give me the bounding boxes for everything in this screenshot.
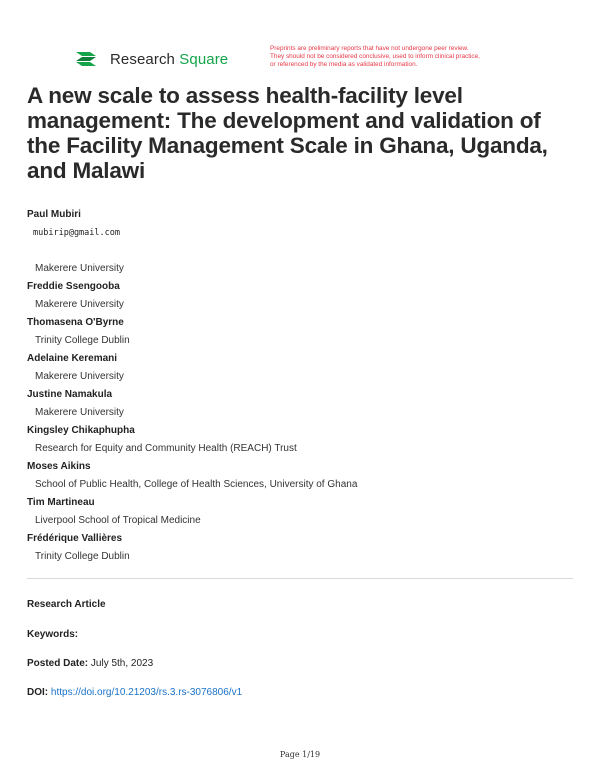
author-affiliation: Trinity College Dublin: [35, 335, 130, 346]
author-name: Freddie Ssengooba: [27, 281, 120, 292]
author-name: Adelaine Keremani: [27, 353, 118, 364]
author-affiliation: Research for Equity and Community Health (REACH) Trust: [35, 443, 297, 454]
author-affiliation: Makerere University: [35, 263, 124, 274]
author-affiliation: Makerere University: [35, 371, 124, 382]
author-name: Frédérique Vallières: [27, 533, 123, 544]
author-affiliation: Makerere University: [35, 299, 124, 310]
posted-date-value: July 5th, 2023: [90, 658, 154, 669]
brand-word-square: Square: [179, 50, 229, 68]
keywords-label: Keywords:: [27, 629, 79, 640]
author-name: Tim Martineau: [27, 497, 95, 508]
author-name: Kingsley Chikaphupha: [27, 425, 135, 436]
article-type: [27, 599, 106, 610]
posted-date-label: Posted Date:: [27, 658, 89, 669]
article-type-label: Research Article: [27, 599, 106, 610]
disclaimer-line: Preprints are preliminary reports that have not undergone peer review.: [270, 45, 469, 52]
research-square-wordmark: [110, 51, 228, 68]
author-affiliation: School of Public Health, College of Health Sciences, University of Ghana: [35, 479, 358, 490]
page-number: Page 1/19: [279, 750, 321, 759]
section-divider: [27, 578, 573, 579]
author-affiliation: Liverpool School of Tropical Medicine: [35, 515, 201, 526]
doi-link[interactable]: https://doi.org/10.21203/rs.3.rs-3076806/v1: [50, 687, 243, 698]
research-square-logo-icon: [74, 48, 104, 70]
author-affiliation: Makerere University: [35, 407, 124, 418]
author-name: Thomasena O'Byrne: [27, 317, 124, 328]
disclaimer-line: or referenced by the media as validated information.: [270, 61, 418, 68]
author-name: Paul Mubiri: [27, 209, 81, 220]
preprint-disclaimer: [270, 45, 550, 69]
doi: [27, 687, 242, 698]
disclaimer-line: They should not be considered conclusive, used to inform clinical practice,: [270, 53, 480, 60]
paper-title: A new scale to assess health-facility level management: The development and validation of the Facility Management Scale in Ghana, Uganda, and Malawi: [27, 83, 548, 183]
posted-date: [27, 658, 153, 669]
author-email[interactable]: mubirip@gmail.com: [33, 228, 120, 238]
keywords: [27, 629, 78, 640]
author-list: [27, 206, 587, 566]
author-name: Moses Aikins: [27, 461, 91, 472]
author-name: Justine Namakula: [27, 389, 113, 400]
author-affiliation: Trinity College Dublin: [35, 551, 130, 562]
doi-label: DOI:: [27, 687, 49, 698]
research-square-logo[interactable]: [74, 48, 228, 70]
brand-word-research: Research: [110, 50, 175, 68]
